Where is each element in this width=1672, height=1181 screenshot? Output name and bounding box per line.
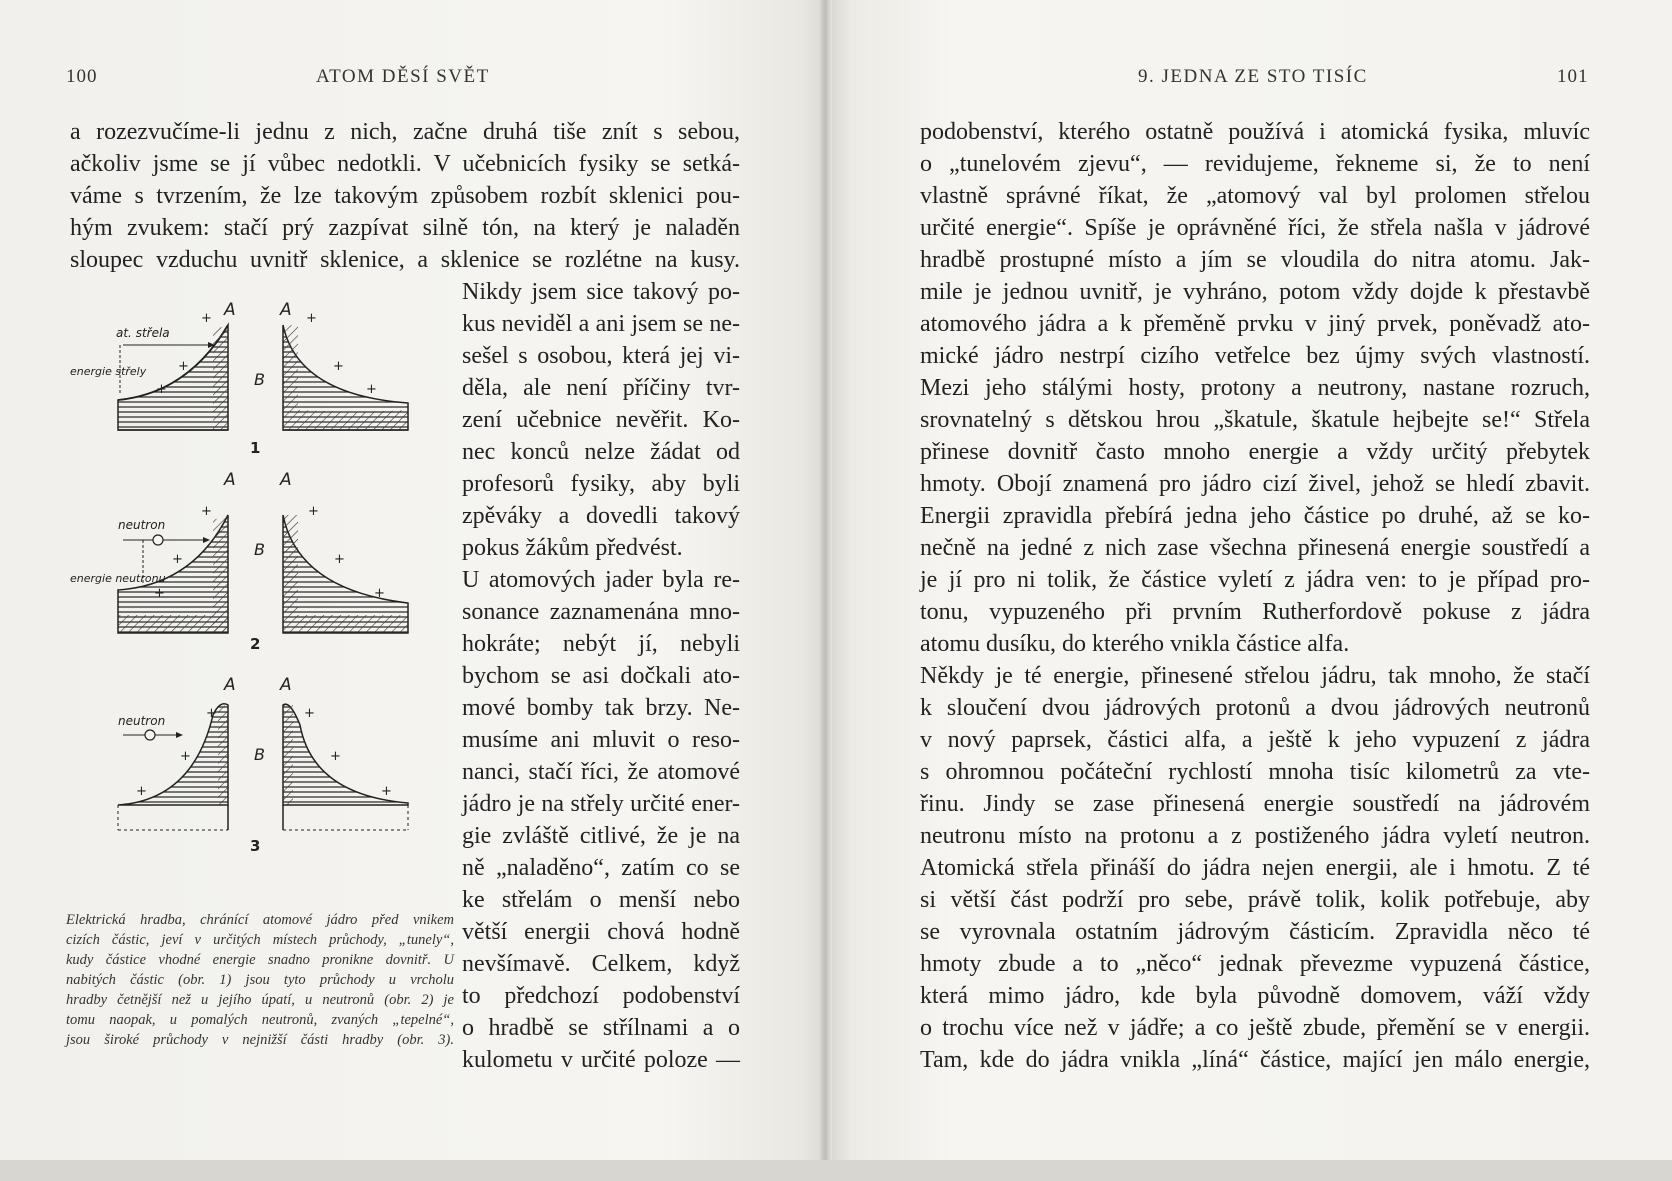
panel-3-number: 3 <box>250 837 261 855</box>
left-column-line: gie zvláště citlivé, že je na <box>462 823 740 849</box>
left-column-line: nanci, stačí říci, že atomové <box>462 759 740 785</box>
left-column-line: sešel s osobou, která jej vi- <box>462 343 740 369</box>
left-column-line: profesorů fysiky, aby byli <box>462 471 740 497</box>
left-column-line: nec konců nelze žádat od <box>462 439 740 465</box>
left-column-line: jádro je na střely určité ener- <box>462 791 740 817</box>
right-running-head: 9. JEDNA ZE STO TISÍC <box>1138 66 1368 87</box>
plus-sign: + <box>201 311 212 326</box>
right-body-line: Někdy je té energie, přinesené střelou jádru, tak mnoho, že stačí <box>920 663 1590 689</box>
right-body-line: atomového jádra a k přeměně prvku v jiný prvek, poněvadž ato- <box>920 311 1590 337</box>
left-column-line: musíme ani mluvit o reso- <box>462 727 740 753</box>
right-body-line: hradbě prostupné místo a jím se vloudila do nitra atomu. Jak- <box>920 247 1590 273</box>
left-column-line: zpěváky a dovedli takový <box>462 503 740 529</box>
book-gutter <box>818 0 832 1181</box>
left-column-line: pokus žákům předvést. <box>462 535 683 561</box>
right-body-line: podobenství, kterého ostatně používá i atomická fysika, mluvíc <box>920 119 1590 145</box>
left-column-line: zení učebnice nevěřit. Ko- <box>462 407 740 433</box>
left-column-line: nevšímavě. Celkem, když <box>462 951 740 977</box>
right-body-line: určité energie“. Spíše je oprávněné říci, že střela našla v jádrové <box>920 215 1590 241</box>
left-column-line: větší energii chová hodně <box>462 919 740 945</box>
figure-caption-line: kudy částice vhodné energie snadno pronikne dovnitř. U <box>66 952 454 968</box>
right-body-line: mile je jednou uvnitř, je vyhráno, potom vždy dojde k přestavbě <box>920 279 1590 305</box>
plus-sign: + <box>201 504 212 519</box>
left-column-line: děla, ale není příčiny tvr- <box>462 375 740 401</box>
plus-sign: + <box>366 382 377 397</box>
panel-3-label-a-right: A <box>280 675 292 695</box>
left-column-line: ně „naladěno“, zatím co se <box>462 855 740 881</box>
plus-sign: + <box>381 784 392 799</box>
right-folio: 101 <box>1557 66 1589 87</box>
left-column-line: kulometu v určité poloze — <box>462 1047 740 1073</box>
right-body-line: srovnatelný s dětskou hrou „škatule, škatule hejbejte se!“ Střela <box>920 407 1590 433</box>
plus-sign: + <box>334 552 345 567</box>
panel-1-label-b: B <box>254 370 265 389</box>
panel-2-energy-label: energie neutronu <box>70 572 166 585</box>
left-body-line: hým zvukem: stačí prý zazpívat silně tón, na který je naladěn <box>70 215 740 241</box>
right-body-line: řinu. Jindy se zase přinesená energie soustředí na jádrovém <box>920 791 1590 817</box>
figure-caption-line: hradby četnější než u jejího úpatí, u neutronů (obr. 2) je <box>66 992 454 1008</box>
plus-sign: + <box>172 552 183 567</box>
plus-sign: + <box>156 382 167 397</box>
plus-sign: + <box>308 504 319 519</box>
panel-2-label-a-right: A <box>280 470 292 490</box>
plus-sign: + <box>333 359 344 374</box>
right-body-line: Mezi jeho stálými hosty, protony a neutrony, nastane rozruch, <box>920 375 1590 401</box>
plus-sign: + <box>180 749 191 764</box>
panel-1-label-a-left: A <box>224 300 236 320</box>
left-column-line: to předchozí podobenství <box>462 983 740 1009</box>
panel-1-energy-label: energie střely <box>70 365 147 378</box>
left-column-line: hokráte; nebýt jí, nebyli <box>462 631 740 657</box>
left-column-line: ke střelám o menší nebo <box>462 887 740 913</box>
plus-sign: + <box>330 749 341 764</box>
plus-sign: + <box>306 311 317 326</box>
right-body-line: k sloučení dvou jádrových protonů a dvou jádrových neutronů <box>920 695 1590 721</box>
left-column-line: o hradbě se střílnami a o <box>462 1015 740 1041</box>
plus-sign: + <box>154 586 165 601</box>
right-body-line: Atomická střela přináší do jádra nejen energii, ale i hmotu. Z té <box>920 855 1590 881</box>
panel-2-projectile-label: neutron <box>118 518 166 532</box>
left-column-line: kus neviděl a ani jsem se ne- <box>462 311 740 337</box>
right-body-line: hmoty zbude a to „něco“ jednak převezme vypuzená částice, <box>920 951 1590 977</box>
page-bottom-edge <box>0 1160 1672 1181</box>
panel-3-projectile-label: neutron <box>118 714 166 728</box>
plus-sign: + <box>304 706 315 721</box>
right-body-line: o trochu více než v jádře; a co ještě zbude, přemění se v energii. <box>920 1015 1590 1041</box>
panel-2-label-b: B <box>254 540 265 559</box>
left-column-line: mové bomby tak brzy. Ne- <box>462 695 740 721</box>
panel-3-label-b: B <box>254 745 265 764</box>
right-body-line: o „tunelovém zjevu“, — revidujeme, řekneme si, že to není <box>920 151 1590 177</box>
plus-sign: + <box>206 706 217 721</box>
left-column-line: sonance zaznamenána mno- <box>462 599 740 625</box>
panel-3-label-a-left: A <box>224 675 236 695</box>
right-body-line: nečně na jedné z nich zase všechna přinesená energie soustředí a <box>920 535 1590 561</box>
left-body-line: a rozezvučíme-li jednu z nich, začne druhá tiše znít s sebou, <box>70 119 740 145</box>
figure-caption-line: Elektrická hradba, chránící atomové jádro před vnikem <box>66 912 454 928</box>
right-body-line: se vyrovnala ostatním jádrovým částicím. Zpravidla něco té <box>920 919 1590 945</box>
left-folio: 100 <box>66 66 98 87</box>
right-body-line: neutronu místo na protonu a z postiženého jádra vyletí neutron. <box>920 823 1590 849</box>
plus-sign: + <box>374 586 385 601</box>
figure-caption-line: tomu naopak, u pomalých neutronů, zvaných „tepelné“, <box>66 1012 454 1028</box>
panel-1-label-a-right: A <box>280 300 292 320</box>
figure-caption-line: cizích částic, jeví v určitých místech průchody, „tunely“, <box>66 932 454 948</box>
right-body-line: vlastně správné říkat, že „atomový val byl prolomen střelou <box>920 183 1590 209</box>
left-running-head: ATOM DĚSÍ SVĚT <box>316 66 490 87</box>
right-body-line: která mimo jádro, kde byla původně domovem, váží vždy <box>920 983 1590 1009</box>
right-body-line: mické jádro nestrpí cizího vetřelce bez újmy svých vlastností. <box>920 343 1590 369</box>
right-body-line: hmoty. Obojí znamená pro jádro cizí živel, jehož se hledí zbavit. <box>920 471 1590 497</box>
panel-1-number: 1 <box>250 439 261 457</box>
right-body-line: je jí pro ni tolik, že částice vyletí z jádra ven: to je případ pro- <box>920 567 1590 593</box>
right-body-line: tonu, vypuzeného při prvním Rutherfordově pokuse z jádra <box>920 599 1590 625</box>
left-column-line: bychom se asi dočkali ato- <box>462 663 740 689</box>
left-body-line: sloupec vzduchu uvnitř sklenice, a sklenice se rozlétne na kusy. <box>70 247 740 273</box>
left-column-line: U atomových jader byla re- <box>462 567 740 593</box>
right-body-line: s ohromnou počáteční rychlostí mnoha tisíc kilometrů za vte- <box>920 759 1590 785</box>
figure-caption-line: jsou široké průchody v nejnižší části hradby (obr. 3). <box>66 1032 454 1048</box>
right-body-line: Energii zpravidla přebírá jedna jeho částice po druhé, až se ko- <box>920 503 1590 529</box>
right-body-line: přinese dovnitř často mnoho energie a vždy určitý přebytek <box>920 439 1590 465</box>
plus-sign: + <box>136 784 147 799</box>
right-body-line: atomu dusíku, do kterého vnikla částice alfa. <box>920 631 1350 657</box>
left-column-line: Nikdy jsem sice takový po- <box>462 279 740 305</box>
nuclear-barrier-figure <box>68 285 458 910</box>
plus-sign: + <box>178 359 189 374</box>
left-body-line: ačkoliv jsme se jí vůbec nedotkli. V učebnicích fysiky se setká- <box>70 151 740 177</box>
right-body-line: si větší část podrží pro sebe, právě tolik, kolik potřebuje, aby <box>920 887 1590 913</box>
panel-2-number: 2 <box>250 635 261 653</box>
left-body-line: váme s tvrzením, že lze takovým způsobem rozbít sklenici pou- <box>70 183 740 209</box>
figure-caption-line: nabitých částic (obr. 1) jsou tyto průchody u vrcholu <box>66 972 454 988</box>
panel-2-label-a-left: A <box>224 470 236 490</box>
panel-1-projectile-label: at. střela <box>116 326 170 340</box>
right-body-line: v nový paprsek, částici alfa, a ještě k jeho vypuzení z jádra <box>920 727 1590 753</box>
right-body-line: Tam, kde do jádra vnikla „líná“ částice, mající jen málo energie, <box>920 1047 1590 1073</box>
